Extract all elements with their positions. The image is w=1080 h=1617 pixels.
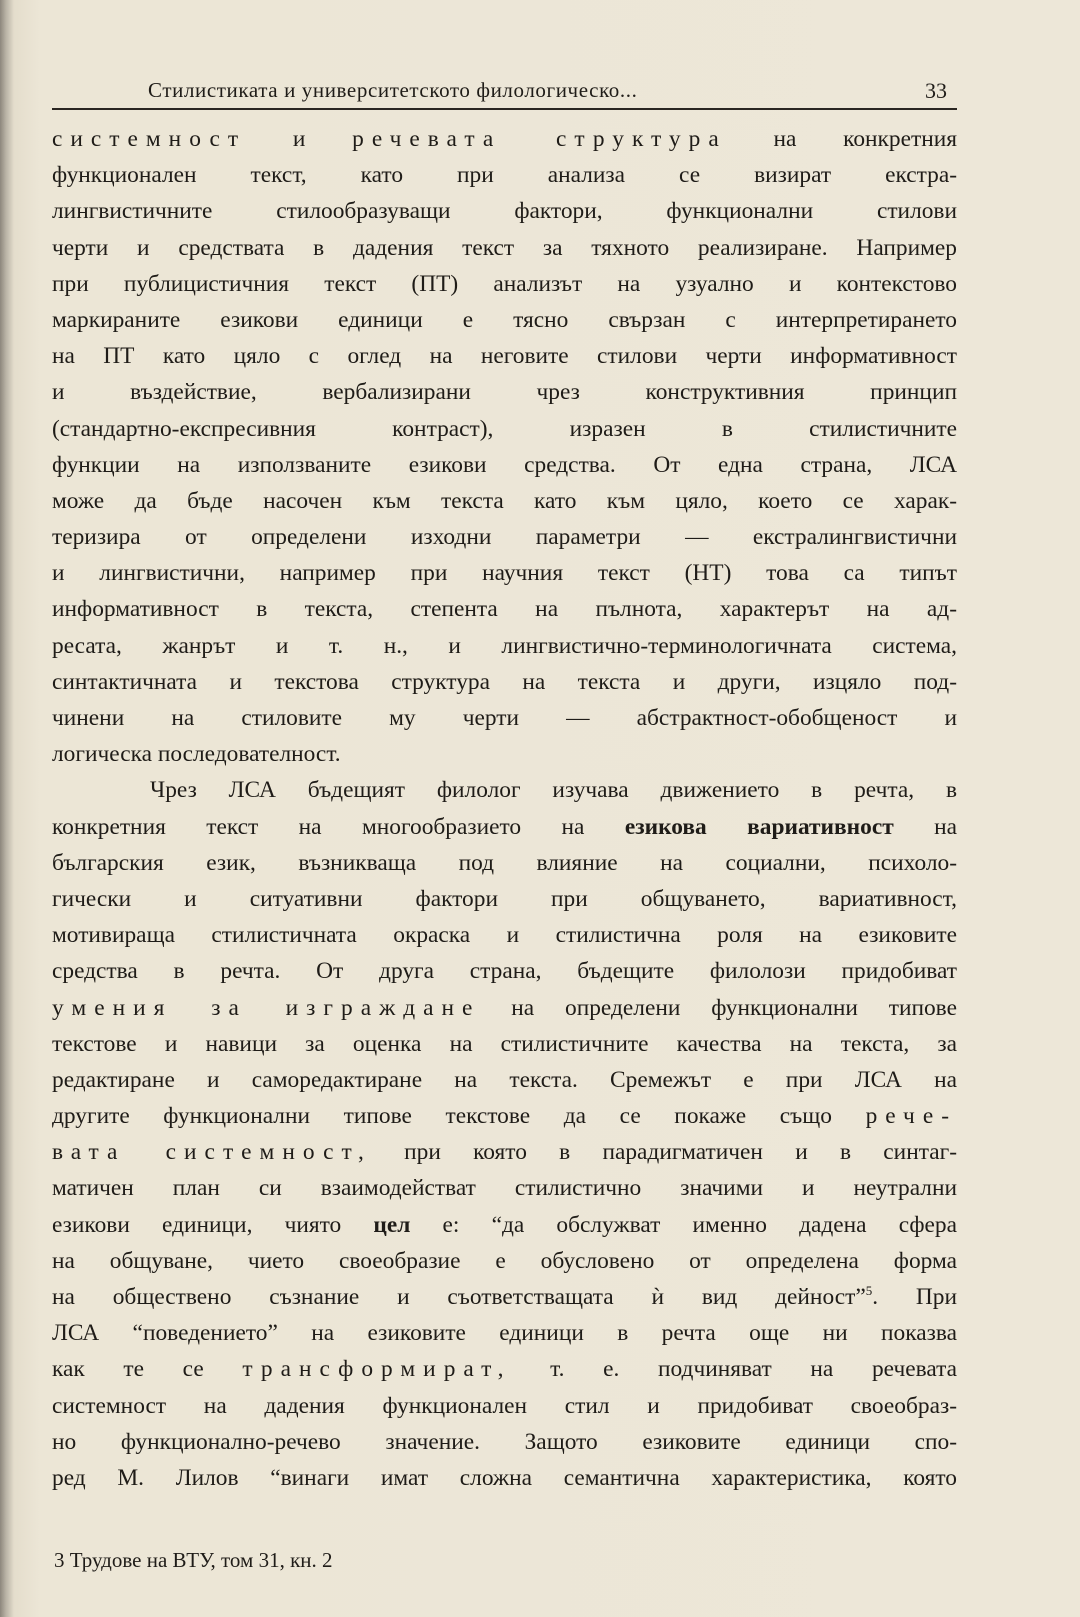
page-number: 33 [925, 78, 947, 103]
text-line: информативност в текста, степента на пълнота, характерът на ад- [52, 596, 957, 623]
text-fragment: езикови единици, чиято [52, 1211, 374, 1238]
text-line: на общуване, чието своеобразие е обусловено от определена форма [52, 1247, 957, 1274]
signature-footer: 3 Трудове на ВТУ, том 31, кн. 2 [54, 1548, 333, 1572]
body-text [52, 121, 957, 1496]
text-line [52, 121, 957, 157]
text-line: чинени на стиловите му черти — абстрактност-обобщеност и [52, 705, 957, 731]
spaced-emphasis: вата системност, [52, 1139, 372, 1166]
text-line: на ПТ като цяло с оглед на неговите стилови черти информативност [52, 343, 957, 370]
text-line [52, 1134, 957, 1170]
text-fragment: на конкретния [726, 126, 957, 152]
running-title: Стилистиката и университетското филологическо... [148, 78, 638, 102]
text-line: средства в речта. От друга страна, бъдещите филолози придобиват [52, 958, 957, 985]
text-fragment: конкретния текст на многообразието на [52, 813, 625, 840]
text-line: маркираните езикови единици е тясно свързан с интерпретирането [52, 306, 957, 333]
text-line [52, 1207, 957, 1243]
spaced-emphasis: речевата структура [352, 126, 727, 152]
text-fragment: и [246, 126, 353, 152]
text-line: лингвистичните стилообразуващи фактори, функционални стилови [52, 198, 957, 225]
text-line [52, 990, 957, 1026]
text-line [52, 1351, 957, 1387]
text-line: ред М. Лилов “винаги имат сложна семантична характеристика, която [52, 1464, 957, 1491]
text-line: при публицистичния текст (ПТ) анализът на узуално и контекстово [52, 270, 957, 297]
text-line: може да бъде насочен към текста като към цяло, което се харак- [52, 487, 957, 514]
text-fragment: на обществено съзнание и съответстващата ѝ вид дейност” [52, 1284, 866, 1310]
spaced-emphasis: системност [52, 126, 247, 152]
spaced-emphasis: рече- [865, 1103, 957, 1130]
text-line: и въздействие, вербализирани чрез конструктивния принцип [52, 379, 957, 406]
text-line: синтактичната и текстова структура на текста и други, изцяло под- [52, 668, 957, 695]
bold-term: цел [373, 1211, 411, 1238]
text-line [52, 1098, 957, 1134]
text-line: редактиране и саморедактиране на текста. Сремежът е при ЛСА на [52, 1066, 957, 1093]
text-line [52, 809, 957, 845]
text-fragment: на определени функционални типове [480, 994, 957, 1021]
text-fragment: как те се [52, 1356, 243, 1383]
text-fragment: при която в парадигматичен и в синтаг- [371, 1139, 957, 1166]
text-line: матичен план си взаимодействат стилистично значими и неутрални [52, 1175, 957, 1202]
text-line: функционален текст, като при анализа се визират екстра- [52, 162, 957, 189]
text-line: текстове и навици за оценка на стилистичните качества на текста, за [52, 1030, 957, 1057]
running-head [52, 76, 957, 110]
footnote-marker[interactable]: 5 [865, 1283, 873, 1299]
text-line [52, 1279, 957, 1315]
spaced-emphasis: трансформират, [242, 1356, 512, 1383]
text-line: ресата, жанрът и т. н., и лингвистично-терминологичната система, [52, 632, 957, 659]
bold-term: езикова вариативност [624, 813, 894, 840]
text-line: мотивираща стилистичната окраска и стилистична роля на езиковите [52, 922, 957, 949]
text-fragment: другите функционални типове текстове да се покаже също [52, 1103, 866, 1130]
text-fragment: на [893, 813, 958, 840]
text-line: и лингвистични, например при научния текст (НТ) това са типът [52, 560, 957, 587]
text-line: българския език, възникваща под влияние на социални, психоло- [52, 849, 957, 876]
text-fragment: е: “да обслужват именно дадена сфера [410, 1211, 957, 1238]
text-line: функции на използваните езикови средства. От една страна, ЛСА [52, 451, 957, 478]
text-line: (стандартно-експресивния контраст), изразен в стилистичните [52, 415, 957, 442]
text-fragment: т. е. подчиняват на речевата [511, 1356, 958, 1383]
text-line: но функционално-речево значение. Защото езиковите единици спо- [52, 1428, 957, 1455]
text-line: гически и ситуативни фактори при общуването, вариативност, [52, 885, 957, 912]
text-line: логическа последователност. [52, 741, 341, 768]
text-fragment: . При [872, 1284, 957, 1310]
spaced-emphasis: умения за изграждане [52, 994, 481, 1021]
text-line: системност на дадения функционален стил и придобиват своеобраз- [52, 1392, 957, 1419]
text-line: Чрез ЛСА бъдещият филолог изучава движението в речта, в [150, 777, 957, 804]
text-line: ЛСА “поведението” на езиковите единици в речта още ни показва [52, 1320, 957, 1347]
text-line: теризира от определени изходни параметри — екстралингвистични [52, 524, 957, 551]
text-line: черти и средствата в дадения текст за тяхното реализиране. Например [52, 234, 957, 261]
